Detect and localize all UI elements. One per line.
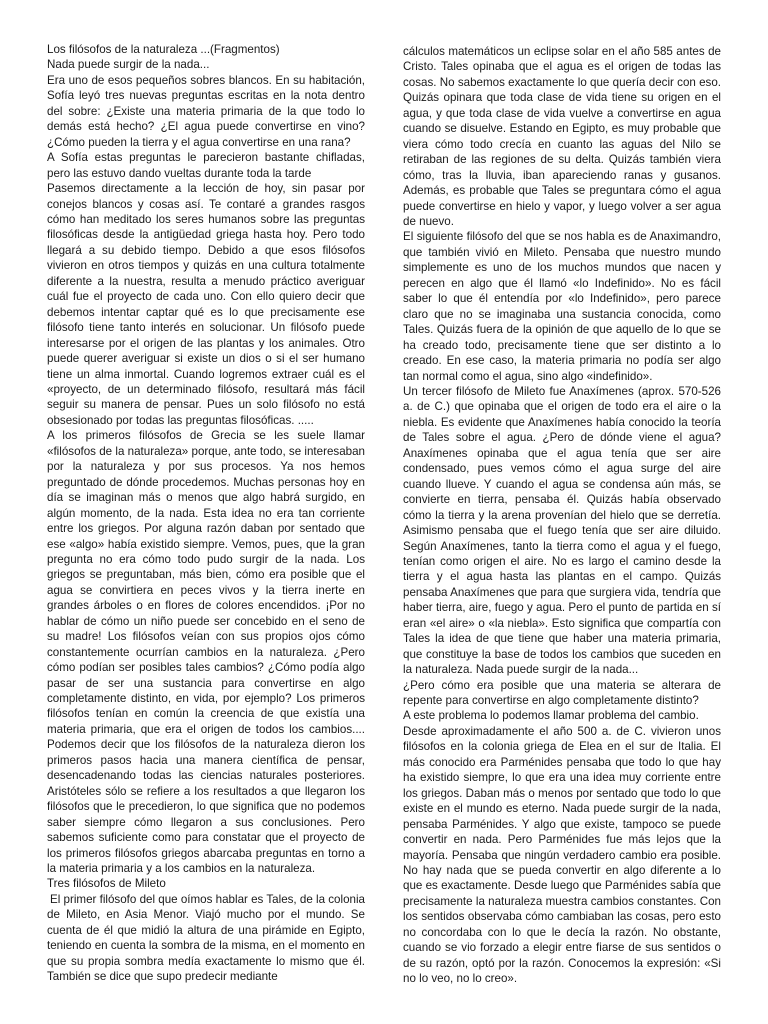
paragraph: ¿Pero cómo era posible que una materia se alterara de repente para convertirse en algo completamente distinto? xyxy=(403,678,721,708)
paragraph: A Sofía estas preguntas le parecieron bastante chifladas, pero las estuvo dando vueltas durante toda la tarde xyxy=(47,151,365,180)
subtitle: Nada puede surgir de la nada... xyxy=(47,58,210,72)
paragraph: Pasemos directamente a la lección de hoy, sin pasar por conejos blancos y cosas así. Te contaré a grandes rasgos cómo han meditado los seres humanos sobre las preguntas filosóficas desde la antigüedad griega hasta hoy. Pero todo llegará a su debido tiempo. Debido a que esos filósofos vivieron en otros tiempos y quizás en una cultura totalmente diferente a la nuestra, resulta a menudo práctico averiguar cuál fue el proyecto de cada uno. Con ello quiero decir que debemos intentar captar qué es lo que precisamente ese filósofo tiene tanto interés en solucionar. Un filósofo puede interesarse por el origen de las plantas y los animales. Otro puede querer averiguar si existe un dios o si el ser humano tiene un alma inmortal. Cuando logremos extraer cuál es el «proyecto, de un determinado filósofo, resultará más fácil seguir su manera de pensar. Pues un solo filósofo no está obsesionado por todas las preguntas filosóficas. ..... xyxy=(47,182,365,427)
paragraph: A este problema lo podemos llamar problema del cambio. xyxy=(403,709,699,723)
paragraph: cálculos matemáticos un eclipse solar en el año 585 antes de Cristo. Tales opinaba que el agua es el origen de todas las cosas. No sabemos exactamente lo que quería decir con eso. Quizás opinara que toda clase de vida tiene su origen en el agua, y que toda clase de vida vuelve a convertirse en agua cuando se disuelve. Estando en Egipto, es muy probable que viera cómo todo crecía en cuanto las aguas del Nilo se retiraban de las regiones de su delta. Quizás también viera cómo, tras la lluvia, iban apareciendo ranas y gusanos. Además, es probable que Tales se preguntara cómo el agua puede convertirse en hielo y vapor, y luego volver a ser agua de nuevo. xyxy=(403,45,721,228)
paragraph: Era uno de esos pequeños sobres blancos. En su habitación, Sofía leyó tres nuevas preguntas escritas en la nota dentro del sobre: ¿Existe una materia primaria de la que todo lo demás está hecho? ¿El agua puede convertirse en vino? ¿Cómo pueden la tierra y el agua convertirse en una rana? xyxy=(47,73,365,149)
document-title: Los filósofos de la naturaleza ...(Fragmentos) xyxy=(47,43,280,56)
paragraph: El primer filósofo del que oímos hablar es Tales, de la colonia de Mileto, en Asia Menor. Viajó mucho por el mundo. Se cuenta de él que midió la altura de una pirámide en Egipto, teniendo en cuenta la sombra de la misma, en el momento en que su propia sombra medía exactamente lo mismo que él. También se dice que supo predecir mediante xyxy=(47,892,365,984)
paragraph: A los primeros filósofos de Grecia se les suele llamar «filósofos de la naturaleza» porque, ante todo, se interesaban por la naturaleza y por sus procesos. Ya nos hemos preguntado de dónde procedemos. Muchas personas hoy en día se imaginan más o menos que algo habrá surgido, en algún momento, de la nada. Esta idea no era tan corriente entre los griegos. Por alguna razón daban por sentado que ese «algo» había existido siempre. Vemos, pues, que la gran pregunta no era cómo todo pudo surgir de la nada. Los griegos se preguntaban, más bien, cómo era posible que el agua se convirtiera en peces vivos y la tierra inerte en grandes árboles o en flores de colores encendidos. ¡Por no hablar de cómo un niño puede ser concebido en el seno de su madre! Los filósofos veían con sus propios ojos cómo constantemente ocurrían cambios en la naturaleza. ¿Pero cómo podían ser posibles tales cambios? ¿Cómo podía algo pasar de ser una sustancia para convertirse en algo completamente distinto, en vida, por ejemplo? Los primeros filósofos tenían en común la creencia de que existía una materia primaria, que era el origen de todos los cambios.... Podemos decir que los filósofos de la naturaleza dieron los primeros pasos hacia una manera científica de pensar, desencadenando todas las ciencias naturales posteriores. Aristóteles sólo se refiere a los resultados a que llegaron los filósofos que le precedieron, lo que significa que no podemos saber siempre cómo llegaron a sus conclusiones. Pero sabemos suficiente como para constatar que el proyecto de los primeros filósofos griegos abarcaba preguntas en torno a la materia primaria y a los cambios en la naturaleza. xyxy=(47,429,365,876)
paragraph: Desde aproximadamente el año 500 a. de C. vivieron unos filósofos en la colonia griega de Elea en el sur de Italia. El más conocido era Parménides pensaba que todo lo que hay ha existido siempre, lo que era una idea muy corriente entre los griegos. Daban más o menos por sentado que todo lo que existe en el mundo es eterno. Nada puede surgir de la nada, pensaba Parménides. Y algo que existe, tampoco se puede convertir en nada. Pero Parménides fue más lejos que la mayoría. Pensaba que ningún verdadero cambio era posible. No hay nada que se pueda convertir en algo diferente a lo que es exactamente. Desde luego que Parménides sabía que precisamente la naturaleza muestra cambios constantes. Con los sentidos observaba cómo cambiaban las cosas, pero esto no concordaba con lo que le decía la razón. No obstante, cuando se vio forzado a elegir entre fiarse de sus sentidos o de su razón, optó por la razón. Conocemos la expresión: «Si no lo veo, no lo creo». xyxy=(403,724,721,986)
right-column xyxy=(403,44,721,987)
left-column xyxy=(47,42,365,985)
paragraph: Un tercer filósofo de Mileto fue Anaxímenes (aprox. 570-526 a. de C.) que opinaba que el origen de todo era el aire o la niebla. Es evidente que Anaxímenes había conocido la teoría de Tales sobre el agua. ¿Pero de dónde viene el agua? Anaxímenes opinaba que el agua tenía que ser aire condensado, pues vemos cómo el agua surge del aire cuando llueve. Y cuando el agua se condensa aún más, se convierte en tierra, pensaba él. Quizás había observado cómo la tierra y la arena provenían del hielo que se derretía. Asimismo pensaba que el fuego tenía que ser aire diluido. Según Anaxímenes, tanto la tierra como el agua y el fuego, tenían como origen el aire. No es largo el camino desde la tierra y el agua hasta las plantas en el campo. Quizás pensaba Anaxímenes que para que surgiera vida, tendría que haber tierra, aire, fuego y agua. Pero el punto de partida en sí eran «el aire» o «la niebla». Esto significa que compartía con Tales la idea de que tiene que haber una materia primaria, que constituye la base de todos los cambios que suceden en la naturaleza. Nada puede surgir de la nada... xyxy=(403,384,721,677)
section-heading: Tres filósofos de Mileto xyxy=(47,877,166,891)
paragraph: El siguiente filósofo del que se nos habla es de Anaximandro, que también vivió en Mileto. Pensaba que nuestro mundo simplemente es uno de los muchos mundos que nacen y perecen en algo que él llamó «lo Indefinido». No es fácil saber lo que él entendía por «lo Indefinido», pero parece claro que no se imaginaba una sustancia conocida, como Tales. Quizás fuera de la opinión de que aquello de lo que se ha creado todo, precisamente tiene que ser distinto a lo creado. En ese caso, la materia primaria no podía ser algo tan normal como el agua, sino algo «indefinido». xyxy=(403,230,721,383)
